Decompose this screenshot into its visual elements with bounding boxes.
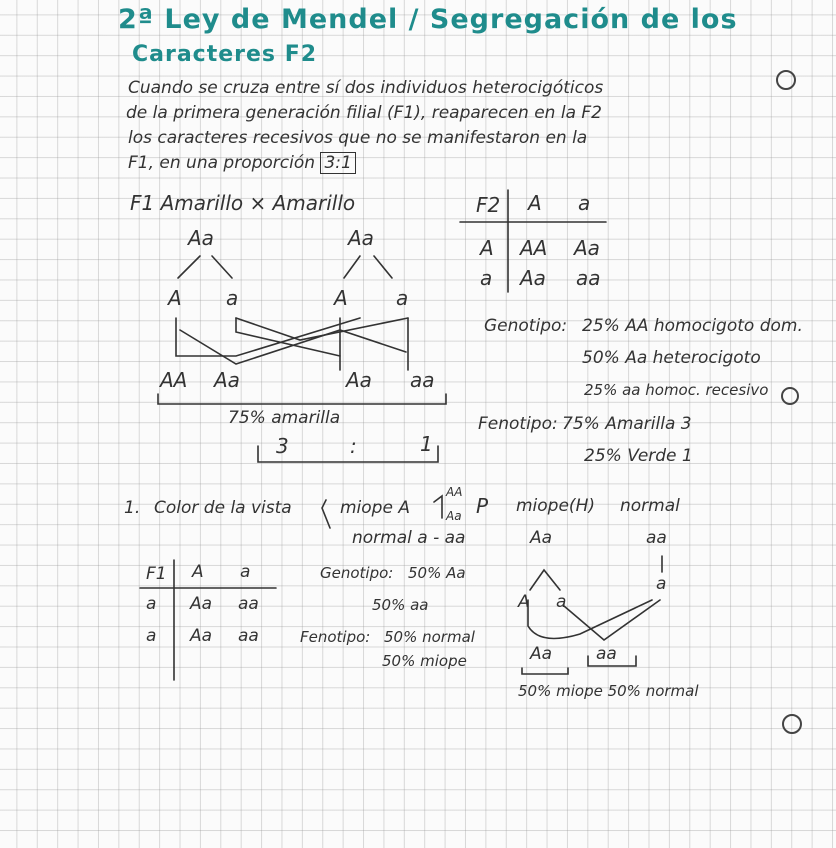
cross2-bracket bbox=[522, 668, 568, 674]
exercise-myopic-aa2: Aa bbox=[446, 509, 462, 523]
cross-parent-right: Aa bbox=[348, 226, 374, 250]
offspring-1: AA bbox=[160, 368, 188, 392]
phenotype-label: Fenotipo: bbox=[478, 414, 558, 434]
cross-parent-left: Aa bbox=[188, 226, 214, 250]
cross2-gamete-2: a bbox=[556, 592, 567, 612]
punnett-col-1: A bbox=[528, 191, 542, 215]
punnett-cell: Aa bbox=[520, 266, 546, 290]
binder-hole-mark bbox=[777, 71, 795, 89]
punnett-corner: F2 bbox=[476, 193, 501, 217]
cross-line bbox=[176, 318, 360, 356]
exercise-myopic-aa: AA bbox=[446, 485, 463, 499]
gamete-4: a bbox=[396, 286, 409, 310]
p-label: P bbox=[476, 494, 489, 518]
cross-header: F1 Amarillo × Amarillo bbox=[130, 191, 356, 215]
page-subtitle: Caracteres F2 bbox=[132, 42, 318, 67]
table2-row-1-head: a bbox=[146, 594, 157, 614]
cross2-offspring-1: Aa bbox=[530, 644, 553, 664]
table2-feno-1: 50% normal bbox=[384, 628, 475, 646]
ratio-left: 3 bbox=[276, 434, 289, 458]
table2-feno-label: Fenotipo: bbox=[300, 628, 371, 646]
table2-feno-2: 50% miope bbox=[382, 652, 467, 670]
percent-label: 75% amarilla bbox=[228, 408, 341, 428]
table2-col-2: a bbox=[240, 562, 251, 582]
table2-geno-1: 50% Aa bbox=[408, 564, 466, 582]
exercise-bracket bbox=[322, 500, 330, 528]
intro-ratio: 3:1 bbox=[320, 152, 355, 174]
punnett-row-1-head: A bbox=[480, 236, 494, 260]
table2-cell: aa bbox=[238, 594, 259, 614]
ratio-separator: : bbox=[350, 434, 357, 458]
p-left-geno: Aa bbox=[530, 528, 553, 548]
table2-col-1: A bbox=[192, 562, 204, 582]
underline-bracket bbox=[158, 394, 446, 404]
cross2-bracket bbox=[588, 656, 636, 666]
table2-geno-2: 50% aa bbox=[372, 596, 429, 614]
table2-corner: F1 bbox=[146, 564, 167, 584]
exercise-text: Color de la vista bbox=[154, 498, 292, 518]
branch-line bbox=[374, 256, 392, 278]
ratio-bracket bbox=[258, 446, 438, 462]
genotype-label: Genotipo: bbox=[484, 316, 568, 336]
branch-line bbox=[344, 256, 360, 278]
p-right-geno: aa bbox=[646, 528, 667, 548]
cross2-gamete-1: A bbox=[518, 592, 530, 612]
binder-hole-mark bbox=[782, 388, 798, 404]
punnett-cell: AA bbox=[520, 236, 548, 260]
phenotype-line-1: 75% Amarilla 3 bbox=[562, 414, 692, 434]
gamete-1: A bbox=[168, 286, 182, 310]
ratio-right: 1 bbox=[420, 432, 433, 456]
p-right: normal bbox=[620, 496, 680, 516]
punnett-col-2: a bbox=[578, 191, 591, 215]
intro-line-4-prefix: F1, en una proporción bbox=[128, 153, 316, 173]
offspring-4: aa bbox=[410, 368, 435, 392]
table2-geno-label: Genotipo: bbox=[320, 564, 394, 582]
cross2-gamete-3: a bbox=[656, 574, 667, 594]
phenotype-line-2: 25% Verde 1 bbox=[584, 446, 693, 466]
genotype-line-3: 25% aa homoc. recesivo bbox=[584, 381, 769, 399]
page-title: 2ª Ley de Mendel / Segregación de los bbox=[118, 4, 738, 35]
punnett-cell: aa bbox=[576, 266, 601, 290]
exercise-normal: normal a - aa bbox=[352, 528, 466, 548]
genotype-line-2: 50% Aa heterocigoto bbox=[582, 348, 761, 368]
gamete-3: A bbox=[334, 286, 348, 310]
cross-line bbox=[180, 330, 406, 364]
table2-cell: Aa bbox=[190, 626, 213, 646]
punnett-row-2-head: a bbox=[480, 266, 493, 290]
intro-line-2: de la primera generación filial (F1), reaparecen en la F2 bbox=[126, 103, 602, 123]
gamete-2: a bbox=[226, 286, 239, 310]
p-left: miope(H) bbox=[516, 496, 595, 516]
cross2-result: 50% miope 50% normal bbox=[518, 682, 699, 700]
genotype-line-1: 25% AA homocigoto dom. bbox=[582, 316, 803, 336]
exercise-myopic: miope A bbox=[340, 498, 410, 518]
table2-cell: aa bbox=[238, 626, 259, 646]
offspring-2: Aa bbox=[214, 368, 240, 392]
myopic-bracket bbox=[434, 496, 442, 518]
exercise-number: 1. bbox=[124, 498, 141, 518]
branch-line bbox=[178, 256, 200, 278]
table2-cell: Aa bbox=[190, 594, 213, 614]
offspring-3: Aa bbox=[346, 368, 372, 392]
cross2-offspring-2: aa bbox=[596, 644, 617, 664]
branch-line bbox=[212, 256, 232, 278]
table2-row-2-head: a bbox=[146, 626, 157, 646]
binder-hole-mark bbox=[783, 715, 801, 733]
punnett-cell: Aa bbox=[574, 236, 600, 260]
intro-line-3: los caracteres recesivos que no se manifestaron en la bbox=[128, 128, 588, 148]
cross2-branch bbox=[530, 570, 560, 590]
intro-line-1: Cuando se cruza entre sí dos individuos heterocigóticos bbox=[128, 78, 604, 98]
